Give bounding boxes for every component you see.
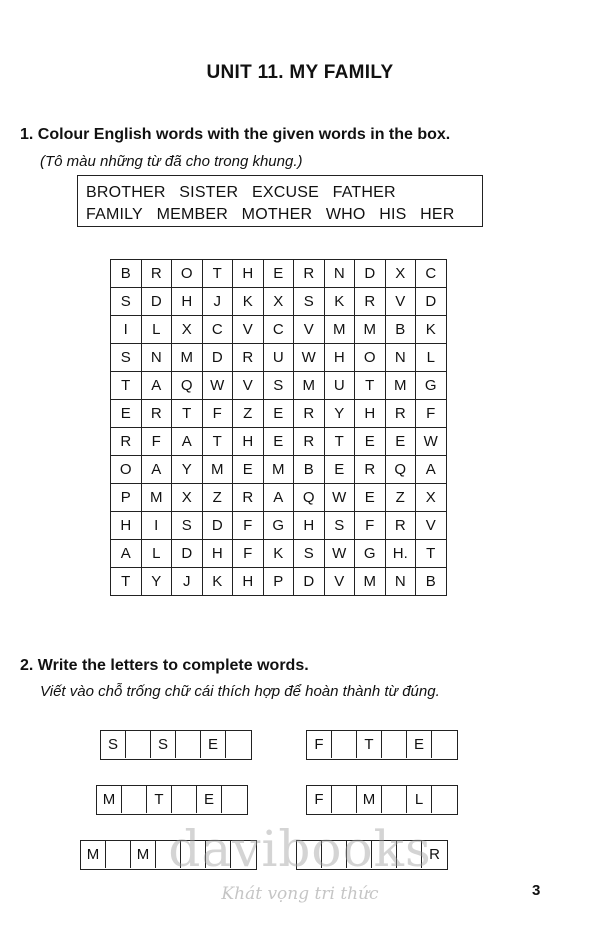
word-row <box>306 730 458 760</box>
grid-cell[interactable]: U <box>324 372 355 400</box>
grid-cell[interactable]: R <box>141 400 172 428</box>
grid-cell[interactable]: N <box>324 260 355 288</box>
grid-cell[interactable]: F <box>141 428 172 456</box>
grid-cell[interactable]: Q <box>294 484 325 512</box>
grid-cell[interactable]: W <box>324 540 355 568</box>
grid-cell[interactable]: V <box>416 512 447 540</box>
grid-cell[interactable]: D <box>355 260 386 288</box>
letter-cell: F <box>307 731 332 758</box>
watermark-logo: davibooks <box>168 820 432 878</box>
letter-cell: M <box>81 841 106 868</box>
grid-cell[interactable]: O <box>111 456 142 484</box>
grid-cell[interactable]: T <box>324 428 355 456</box>
grid-cell[interactable]: D <box>202 512 233 540</box>
grid-cell[interactable]: R <box>294 400 325 428</box>
page-title: UNIT 11. MY FAMILY <box>206 62 394 83</box>
grid-cell[interactable]: H <box>233 428 264 456</box>
exercise-1-subtitle: (Tô màu những từ đã cho trong khung.) <box>40 153 303 170</box>
grid-row <box>111 400 447 428</box>
grid-cell[interactable]: L <box>141 316 172 344</box>
blank-letter-cell[interactable] <box>332 786 357 813</box>
grid-cell[interactable]: H <box>233 568 264 596</box>
grid-row <box>111 568 447 596</box>
letter-cell: M <box>357 786 382 813</box>
box-word: FAMILY <box>86 206 143 223</box>
grid-cell[interactable]: E <box>355 428 386 456</box>
grid-cell[interactable]: R <box>233 344 264 372</box>
grid-cell[interactable]: G <box>355 540 386 568</box>
grid-cell[interactable]: H <box>294 512 325 540</box>
box-word: HER <box>420 206 455 223</box>
grid-cell[interactable]: E <box>233 456 264 484</box>
grid-cell[interactable]: M <box>294 372 325 400</box>
grid-row <box>111 344 447 372</box>
grid-cell[interactable]: A <box>141 456 172 484</box>
grid-cell[interactable]: E <box>111 400 142 428</box>
grid-cell[interactable]: T <box>416 540 447 568</box>
letter-cell: R <box>429 846 440 863</box>
grid-cell[interactable]: E <box>263 428 294 456</box>
grid-cell[interactable]: W <box>294 344 325 372</box>
blank-letter-cell[interactable] <box>106 841 131 868</box>
grid-cell[interactable]: R <box>294 260 325 288</box>
letter-cell: M <box>97 786 122 813</box>
blank-letter-cell[interactable] <box>382 731 407 758</box>
letter-cell: M <box>131 841 156 868</box>
grid-cell[interactable]: X <box>385 260 416 288</box>
watermark-tagline: Khát vọng tri thức <box>221 884 379 904</box>
grid-cell[interactable]: Q <box>172 372 203 400</box>
grid-cell[interactable]: K <box>324 288 355 316</box>
grid-cell[interactable]: M <box>385 372 416 400</box>
grid-row <box>111 372 447 400</box>
grid-cell[interactable]: U <box>263 344 294 372</box>
grid-cell[interactable]: B <box>111 260 142 288</box>
grid-cell[interactable]: F <box>202 400 233 428</box>
grid-cell[interactable]: V <box>324 568 355 596</box>
letter-cell: L <box>407 786 432 813</box>
grid-cell[interactable]: Z <box>385 484 416 512</box>
grid-cell[interactable]: J <box>172 568 203 596</box>
exercise-2-subtitle: Viết vào chỗ trống chữ cái thích hợp để hoàn thành từ đúng. <box>40 683 440 700</box>
letter-cell: T <box>147 786 172 813</box>
blank-letter-cell[interactable] <box>226 731 251 758</box>
grid-cell[interactable]: C <box>416 260 447 288</box>
grid-cell[interactable]: M <box>355 568 386 596</box>
grid-cell[interactable]: R <box>141 260 172 288</box>
grid-cell[interactable]: H <box>355 400 386 428</box>
grid-cell[interactable]: S <box>324 512 355 540</box>
grid-cell[interactable]: E <box>263 400 294 428</box>
grid-cell[interactable]: P <box>111 484 142 512</box>
grid-row <box>111 484 447 512</box>
grid-cell[interactable]: B <box>416 568 447 596</box>
grid-cell[interactable]: O <box>172 260 203 288</box>
blank-letter-cell[interactable] <box>432 731 457 758</box>
grid-cell[interactable]: D <box>141 288 172 316</box>
grid-cell[interactable]: S <box>294 288 325 316</box>
blank-letter-cell[interactable] <box>432 786 457 813</box>
grid-cell[interactable]: J <box>202 288 233 316</box>
grid-cell[interactable]: S <box>172 512 203 540</box>
grid-cell[interactable]: R <box>385 400 416 428</box>
grid-row <box>111 260 447 288</box>
grid-cell[interactable]: H <box>111 512 142 540</box>
box-word: WHO <box>325 206 366 223</box>
grid-cell[interactable]: M <box>141 484 172 512</box>
box-word: EXCUSE <box>251 184 319 201</box>
grid-cell[interactable]: R <box>385 512 416 540</box>
box-word: HIS <box>379 206 407 223</box>
word-box <box>77 175 483 227</box>
box-word: BROTHER <box>86 184 166 201</box>
grid-row <box>111 512 447 540</box>
grid-cell[interactable]: V <box>233 316 264 344</box>
blank-letter-cell[interactable] <box>122 786 147 813</box>
blank-letter-cell[interactable] <box>172 786 197 813</box>
grid-cell[interactable]: R <box>355 288 386 316</box>
grid-cell[interactable]: N <box>141 344 172 372</box>
grid-cell[interactable]: H <box>233 260 264 288</box>
letter-cell: S <box>101 731 126 758</box>
grid-row <box>111 428 447 456</box>
grid-cell[interactable]: E <box>263 260 294 288</box>
grid-cell[interactable]: N <box>385 344 416 372</box>
letter-cell: F <box>307 786 332 813</box>
grid-cell[interactable]: T <box>172 400 203 428</box>
grid-cell[interactable]: H <box>202 540 233 568</box>
grid-cell[interactable]: A <box>263 484 294 512</box>
grid-cell[interactable]: Z <box>233 400 264 428</box>
grid-cell[interactable]: R <box>294 428 325 456</box>
grid-cell[interactable]: E <box>355 484 386 512</box>
grid-cell[interactable]: Z <box>202 484 233 512</box>
grid-cell[interactable]: K <box>416 316 447 344</box>
grid-cell[interactable]: L <box>141 540 172 568</box>
grid-cell[interactable]: S <box>111 344 142 372</box>
grid-cell[interactable]: P <box>263 568 294 596</box>
grid-cell[interactable]: A <box>172 428 203 456</box>
grid-cell[interactable]: S <box>263 372 294 400</box>
grid-cell[interactable]: T <box>111 372 142 400</box>
grid-cell[interactable]: H <box>324 344 355 372</box>
grid-cell[interactable]: E <box>324 456 355 484</box>
word-search-grid <box>110 259 447 596</box>
blank-letter-cell[interactable] <box>126 731 151 758</box>
exercise-1-heading: 1. Colour English words with the given words in the box. <box>20 126 451 143</box>
grid-cell[interactable]: G <box>263 512 294 540</box>
grid-cell[interactable]: A <box>111 540 142 568</box>
grid-row <box>111 456 447 484</box>
grid-row <box>111 316 447 344</box>
grid-cell[interactable]: M <box>263 456 294 484</box>
grid-cell[interactable]: D <box>294 568 325 596</box>
grid-cell[interactable]: T <box>202 428 233 456</box>
grid-cell[interactable]: L <box>416 344 447 372</box>
grid-cell[interactable]: Y <box>324 400 355 428</box>
grid-cell[interactable]: R <box>233 484 264 512</box>
grid-cell[interactable]: D <box>416 288 447 316</box>
grid-cell[interactable]: O <box>355 344 386 372</box>
grid-cell[interactable]: M <box>202 456 233 484</box>
grid-cell[interactable]: S <box>111 288 142 316</box>
grid-cell[interactable]: I <box>111 316 142 344</box>
grid-cell[interactable]: F <box>355 512 386 540</box>
grid-cell[interactable]: M <box>172 344 203 372</box>
blank-letter-cell[interactable] <box>222 786 247 813</box>
grid-cell[interactable]: X <box>172 316 203 344</box>
grid-cell[interactable]: G <box>416 372 447 400</box>
grid-cell[interactable]: R <box>111 428 142 456</box>
grid-cell[interactable]: R <box>355 456 386 484</box>
grid-cell[interactable]: X <box>416 484 447 512</box>
box-word: SISTER <box>179 184 239 201</box>
blank-letter-cell[interactable] <box>176 731 201 758</box>
letter-cell: E <box>197 786 222 813</box>
grid-cell[interactable]: D <box>202 344 233 372</box>
word-row <box>96 785 248 815</box>
grid-row <box>111 288 447 316</box>
grid-cell[interactable]: S <box>294 540 325 568</box>
grid-cell[interactable]: Y <box>172 456 203 484</box>
grid-cell[interactable]: E <box>385 428 416 456</box>
box-word: FATHER <box>332 184 396 201</box>
grid-cell[interactable]: N <box>385 568 416 596</box>
grid-cell[interactable]: H <box>172 288 203 316</box>
grid-cell[interactable]: M <box>355 316 386 344</box>
grid-cell[interactable]: F <box>233 512 264 540</box>
grid-cell[interactable]: W <box>416 428 447 456</box>
letter-cell: T <box>357 731 382 758</box>
grid-cell[interactable]: T <box>202 260 233 288</box>
grid-cell[interactable]: D <box>172 540 203 568</box>
grid-cell[interactable]: V <box>233 372 264 400</box>
grid-cell[interactable]: Y <box>141 568 172 596</box>
grid-cell[interactable]: K <box>263 540 294 568</box>
grid-cell[interactable]: I <box>141 512 172 540</box>
page-number: 3 <box>532 882 541 899</box>
blank-letter-cell[interactable] <box>332 731 357 758</box>
grid-cell[interactable]: X <box>172 484 203 512</box>
grid-cell[interactable]: B <box>385 316 416 344</box>
letter-cell: S <box>151 731 176 758</box>
blank-letter-cell[interactable] <box>382 786 407 813</box>
grid-cell[interactable]: B <box>294 456 325 484</box>
grid-cell[interactable]: F <box>233 540 264 568</box>
grid-cell[interactable]: A <box>416 456 447 484</box>
grid-cell[interactable]: A <box>141 372 172 400</box>
word-row <box>306 785 458 815</box>
grid-cell[interactable]: T <box>111 568 142 596</box>
grid-cell[interactable]: X <box>263 288 294 316</box>
grid-cell[interactable]: K <box>233 288 264 316</box>
grid-cell[interactable]: W <box>324 484 355 512</box>
box-word: MEMBER <box>156 206 229 223</box>
grid-cell[interactable]: V <box>385 288 416 316</box>
box-word: MOTHER <box>241 206 313 223</box>
grid-cell[interactable]: C <box>263 316 294 344</box>
exercise-2-heading: 2. Write the letters to complete words. <box>20 657 309 674</box>
grid-cell[interactable]: V <box>294 316 325 344</box>
grid-row <box>111 540 447 568</box>
word-row <box>100 730 252 760</box>
grid-cell[interactable]: K <box>202 568 233 596</box>
grid-cell[interactable]: M <box>324 316 355 344</box>
letter-cell: E <box>407 731 432 758</box>
grid-cell[interactable]: Q <box>385 456 416 484</box>
grid-cell[interactable]: C <box>202 316 233 344</box>
letter-cell: E <box>201 731 226 758</box>
grid-cell[interactable]: W <box>202 372 233 400</box>
grid-cell[interactable]: F <box>416 400 447 428</box>
grid-cell[interactable]: T <box>355 372 386 400</box>
grid-cell[interactable]: H. <box>385 540 416 568</box>
